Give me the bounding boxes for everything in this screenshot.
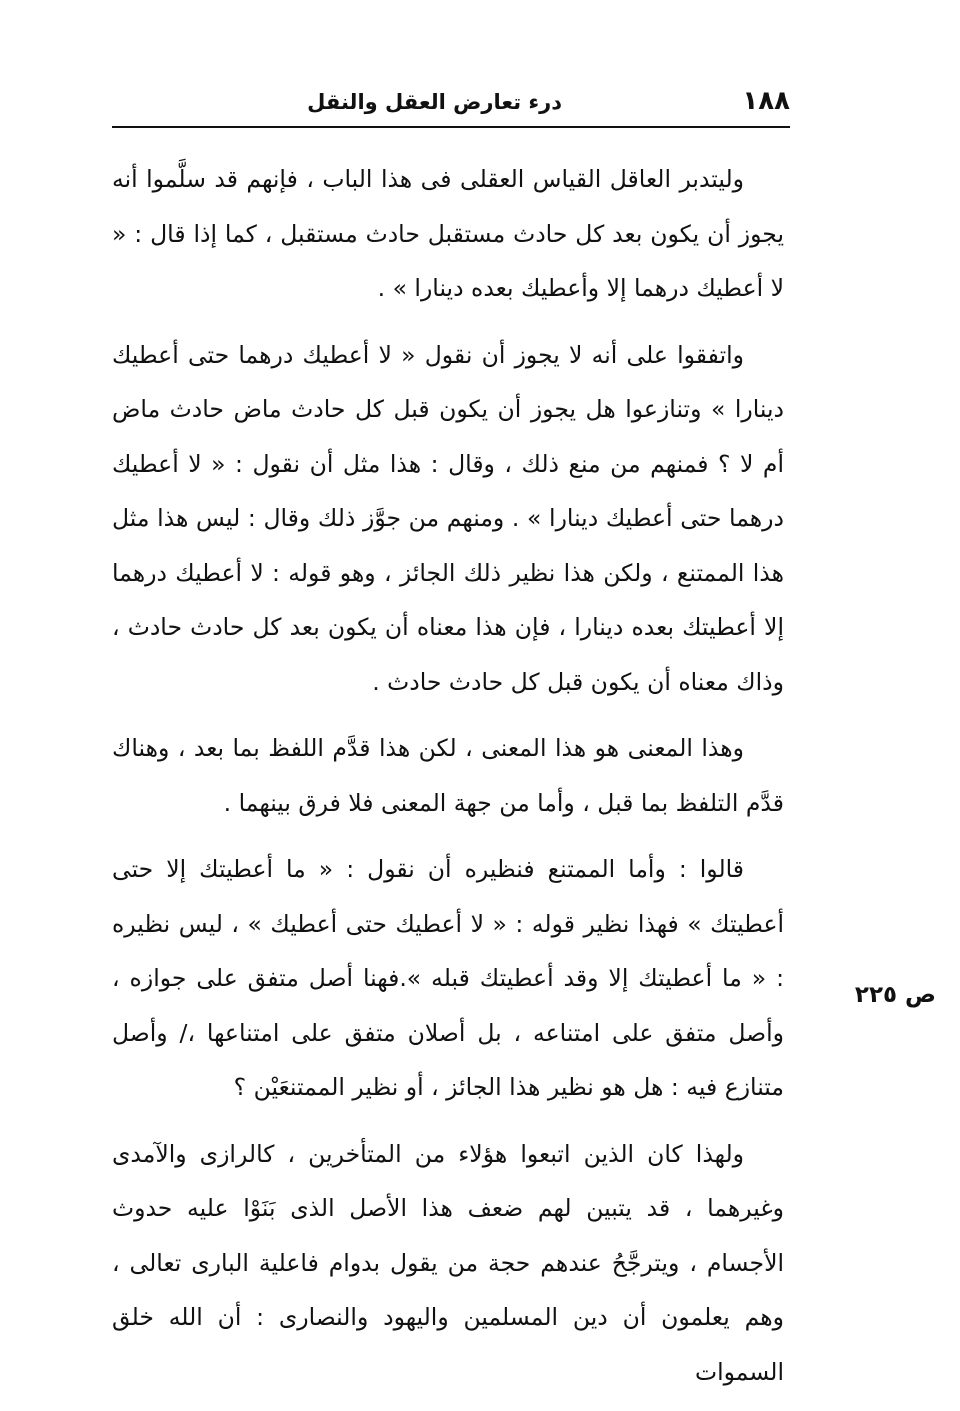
margin-page-reference: ص ٢٢٥ xyxy=(854,982,936,1008)
paragraph-1: وليتدبر العاقل القياس العقلى فى هذا الباب ، فإنهم قد سلَّموا أنه يجوز أن يكون بعد كل حادث مستقبل حادث مستقبل ، كما إذا قال : « لا أعطيك درهما إلا وأعطيك بعده دينارا » . xyxy=(112,165,784,302)
paragraph-2: واتفقوا على أنه لا يجوز أن نقول « لا أعطيك درهما حتى أعطيك دينارا » وتنازعوا هل يجوز أن يكون قبل كل حادث ماض حادث ماض أم لا ؟ فمنهم من منع ذلك ، وقال : هذا مثل أن نقول : « لا أعطيك درهما حتى أعطيك دينارا » . ومنهم من جوَّز ذلك وقال : ليس هذا مثل هذا الممتنع ، ولكن هذا نظير ذلك الجائز ، وهو قوله : لا أعطيك درهما إلا أعطيتك بعده دينارا ، فإن هذا معناه أن يكون بعد كل حادث حادث ، وذاك معناه أن يكون قبل كل حادث حادث . xyxy=(112,340,784,696)
running-title: درء تعارض العقل والنقل xyxy=(307,90,562,114)
page-header xyxy=(112,84,790,124)
paragraph-4: قالوا : وأما الممتنع فنظيره أن نقول : « ما أعطيتك إلا حتى أعطيتك » فهذا نظير قوله : « لا أعطيك حتى أعطيك » ، ليس نظيره : « ما أعطيتك إلا وقد أعطيتك قبله ».فهنا أصل متفق على جوازه ، وأصل متفق على امتناعه ، بل أصلان متفق على امتناعها ،/ وأصل متنازع فيه : هل هو نظير هذا الجائز ، أو نظير الممتنعَيْن ؟ xyxy=(112,855,784,1101)
header-divider xyxy=(112,126,790,128)
paragraph-5: ولهذا كان الذين اتبعوا هؤلاء من المتأخرين ، كالرازى والآمدى وغيرهما ، قد يتبين لهم ضعف هذا الأصل الذى بَنَوْا عليه حدوث الأجسام ، ويترجَّحُ عندهم حجة من يقول بدوام فاعلية البارى تعالى ، وهم يعلمون أن دين المسلمين واليهود والنصارى : أن الله خلق السموات xyxy=(112,1139,784,1386)
body-text xyxy=(112,152,784,1411)
paragraph-3: وهذا المعنى هو هذا المعنى ، لكن هذا قدَّم اللفظ بما بعد ، وهناك قدَّم التلفظ بما قبل ، وأما من جهة المعنى فلا فرق بينهما . xyxy=(112,734,784,817)
page-number: ١٨٨ xyxy=(742,86,790,116)
